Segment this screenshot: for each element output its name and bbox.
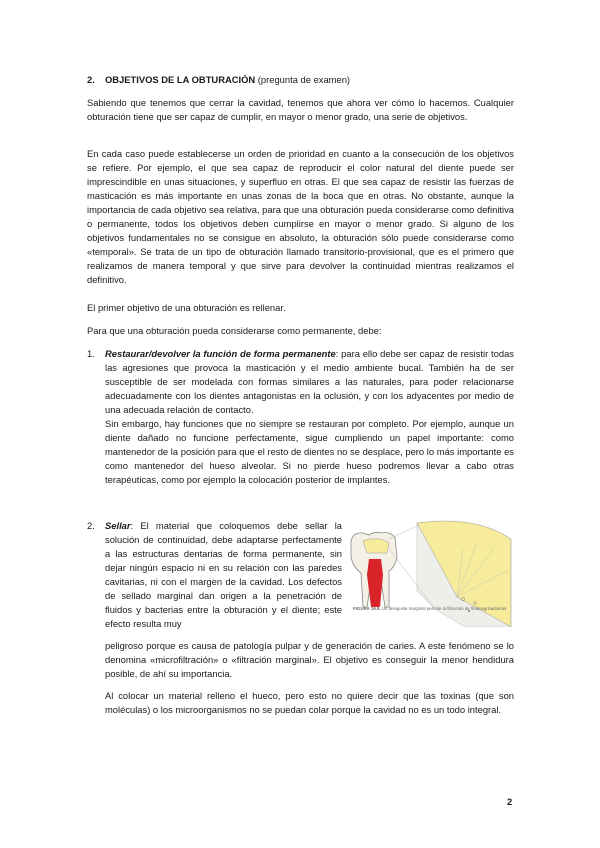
list-number: 2. xyxy=(87,520,95,531)
paragraph-permanent: Para que una obturación pueda considerarse como permanente, debe: xyxy=(87,325,382,336)
list-number: 1. xyxy=(87,348,95,359)
section-subtitle: (pregunta de examen) xyxy=(257,74,351,85)
list-item-text: : para ello debe ser capaz de resistir todas las agresiones que provoca la masticación y el medio ambiente bucal. También ha de ser susceptible de ser modelada con formas similares a las naturales, para poder relacionarse adecuadamente con los dientes antagonistas en la oclusión, y con los adyacentes por medio de una adecuada relación de contacto. xyxy=(105,348,514,415)
figure-caption-text: Un desajuste marginal permite la filtración de fluidos y bacterias. xyxy=(380,606,508,611)
list-item-text: : El material que coloquemos debe sellar la solución de continuidad, debe adaptarse perfectamente a las estructuras dentarias de forma permanente, sin dejar ningún espacio ni en su relación con las paredes cavitarias, ni con el margen de la cavidad. Los defectos de sellado marginal dan origen a la penetración de fluidos y bacterias entre la obturación y el diente; este efecto resulta muy xyxy=(105,520,342,629)
list-item-sellar-continued: peligroso porque es causa de patología pulpar y de generación de caries. A este fenómeno se lo denomina «microfiltración» o «filtración marginal». El objetivo es conseguir la menor hendidura posible, de ahí su importancia. xyxy=(105,640,514,679)
list-item-text-continued: Sin embargo, hay funciones que no siempre se restauran por completo. Por ejemplo, aunque un diente dañado no funcione perfectamente, sigue cumpliendo un papel importante: como mantenedor de la posición para que el resto de dientes no se desplace, pero lo más importante es como mantenedor del hueso alveolar. Si no pierde hueso podremos llevar a cabo otras terapéuticas, como por ejemplo la colocación posterior de implantes. xyxy=(105,418,514,485)
list-item-lead: Restaurar/devolver la función de forma permanente xyxy=(105,348,336,359)
tooth-pulp xyxy=(367,559,383,607)
section-number: 2. xyxy=(87,74,95,85)
section-title: OBJETIVOS DE LA OBTURACIÓN xyxy=(105,74,256,85)
figure-caption-label: FIGURA 16.5. xyxy=(353,606,381,611)
list-item-restaurar xyxy=(87,347,514,487)
list-item-lead: Sellar xyxy=(105,520,131,531)
page-number: 2 xyxy=(507,796,513,807)
paragraph-toxins: Al colocar un material relleno el hueco, pero esto no quiere decir que las toxinas (que son moléculas) o los microorganismos no se puedan colar porque la cavidad no es un todo integral. xyxy=(105,690,514,715)
paragraph-intro: Sabiendo que tenemos que cerrar la cavidad, tenemos que ahora ver cómo lo hacemos. Cualquier obturación tiene que ser capaz de cumplir, en mayor o menor grado, una serie de objetivos. xyxy=(87,97,514,122)
tooth-filling xyxy=(363,539,389,553)
tooth-illustration xyxy=(351,532,397,607)
figure-caption xyxy=(353,606,516,612)
paragraph-priority: En cada caso puede establecerse un orden de prioridad en cuanto a la consecución de los objetivos se refiere. Por ejemplo, el que sea capaz de reproducir el color natural del diente puede ser imprescindible en unas situaciones, y superfluo en otras. El que sea capaz de resistir las fuerzas de masticación es más importante en unas zonas de la boca que en otras. No obstante, aunque la importancia de cada objetivo sea relativa, para que una obturación pueda considerarse como definitiva o permanente, todos los objetivos deben cumplirse en mayor o menor grado. Si alguno de los objetivos fundamentales no se consigue en absoluto, la obturación sólo puede considerarse como «temporal». Se trata de un tipo de obturación llamado transitorio-provisional, que es el primero que realizamos de manera temporal y que sirve para devolver la continuidad mientras realizamos el definitivo. xyxy=(87,148,514,285)
paragraph-first-objective: El primer objetivo de una obturación es rellenar. xyxy=(87,302,286,313)
section-heading xyxy=(87,73,517,87)
